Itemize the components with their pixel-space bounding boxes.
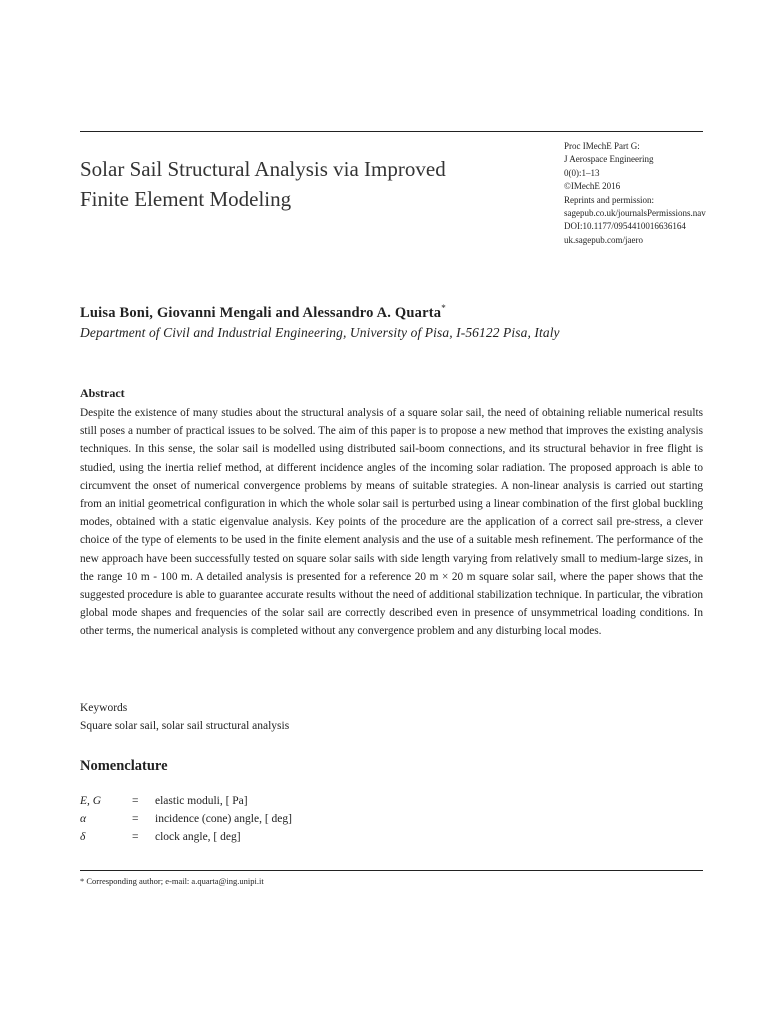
meta-journal-part: Proc IMechE Part G: xyxy=(564,141,640,151)
corresponding-author-footnote: * Corresponding author; e-mail: a.quarta@ing.unipi.it xyxy=(80,876,264,886)
nomenclature-row xyxy=(80,831,480,849)
nomenclature-symbol: δ xyxy=(80,831,86,843)
title-line-2: Finite Element Modeling xyxy=(80,187,292,211)
keywords-text: Square solar sail, solar sail structural analysis xyxy=(80,720,290,732)
meta-journal-link[interactable]: uk.sagepub.com/jaero xyxy=(564,234,643,245)
nomenclature-list xyxy=(80,795,480,849)
meta-volume: 0(0):1–13 xyxy=(564,167,600,178)
affiliation: Department of Civil and Industrial Engineering, University of Pisa, I-56122 Pisa, Italy xyxy=(80,325,560,340)
nomenclature-equals: = xyxy=(132,831,139,843)
journal-meta xyxy=(564,140,724,247)
meta-journal-name: J Aerospace Engineering xyxy=(564,154,654,165)
title-line-1: Solar Sail Structural Analysis via Improved xyxy=(80,157,446,181)
abstract-heading: Abstract xyxy=(80,386,125,400)
meta-permissions-link[interactable]: sagepub.co.uk/journalsPermissions.nav xyxy=(564,208,706,219)
corresponding-mark: * xyxy=(441,303,446,313)
nomenclature-symbol: E, G xyxy=(80,795,102,807)
nomenclature-definition: clock angle, [ deg] xyxy=(155,831,241,843)
authors xyxy=(80,303,720,322)
nomenclature-row xyxy=(80,813,480,831)
footnote-rule xyxy=(80,870,703,871)
abstract-text: Despite the existence of many studies about the structural analysis of a square solar sail, the need of obtaining reliable numerical results still poses a number of practical issues to be solved. The aim of this paper is to propose a new method that improves the existing analysis techniques. In this sense, the solar sail is modelled using distributed sail-boom connections, and its structural behavior in free flight is studied, using the inertia relief method, at different incidence angles of the incoming solar radiation. The proposed approach is able to circumvent the onset of numerical convergence problems by means of suitable strategies. A non-linear analysis is carried out starting from an initial geometrical configuration in which the whole solar sail is perturbed using a linear combination of the first global buckling modes, obtained with a static eigenvalue analysis. Key points of the procedure are the application of a correct sail pre-stress, a clever choice of the type of elements to be used in the finite element analysis and the use of a suitable mesh refinement. The performance of the new approach have been successfully tested on square solar sails with side length varying from relatively small to medium-large sizes, in the range 10 m - 100 m. A detailed analysis is presented for a reference 20 m × 20 m square solar sail, where the paper shows that the suggested procedure is able to guarantee accurate results without the need of additional stabilization technique. In particular, the vibration global mode shapes and frequencies of the solar sail are correctly described even in presence of unsymmetrical loading conditions. In other terms, the numerical analysis is completed without any convergence problem and any disturbing local modes. xyxy=(80,407,703,638)
nomenclature-equals: = xyxy=(132,795,139,807)
top-rule xyxy=(80,131,703,132)
nomenclature-row xyxy=(80,795,480,813)
meta-doi[interactable]: DOI:10.1177/0954410016636164 xyxy=(564,221,686,232)
meta-reprints: Reprints and permission: xyxy=(564,194,654,205)
nomenclature-equals: = xyxy=(132,813,139,825)
author-names: Luisa Boni, Giovanni Mengali and Alessandro A. Quarta xyxy=(80,304,442,321)
nomenclature-symbol: α xyxy=(80,813,87,825)
nomenclature-heading: Nomenclature xyxy=(80,758,168,774)
paper-title xyxy=(80,154,540,214)
nomenclature-definition: elastic moduli, [ Pa] xyxy=(155,795,248,807)
nomenclature-definition: incidence (cone) angle, [ deg] xyxy=(155,813,292,825)
meta-copyright: ©IMechE 2016 xyxy=(564,181,621,192)
keywords-heading: Keywords xyxy=(80,702,128,714)
